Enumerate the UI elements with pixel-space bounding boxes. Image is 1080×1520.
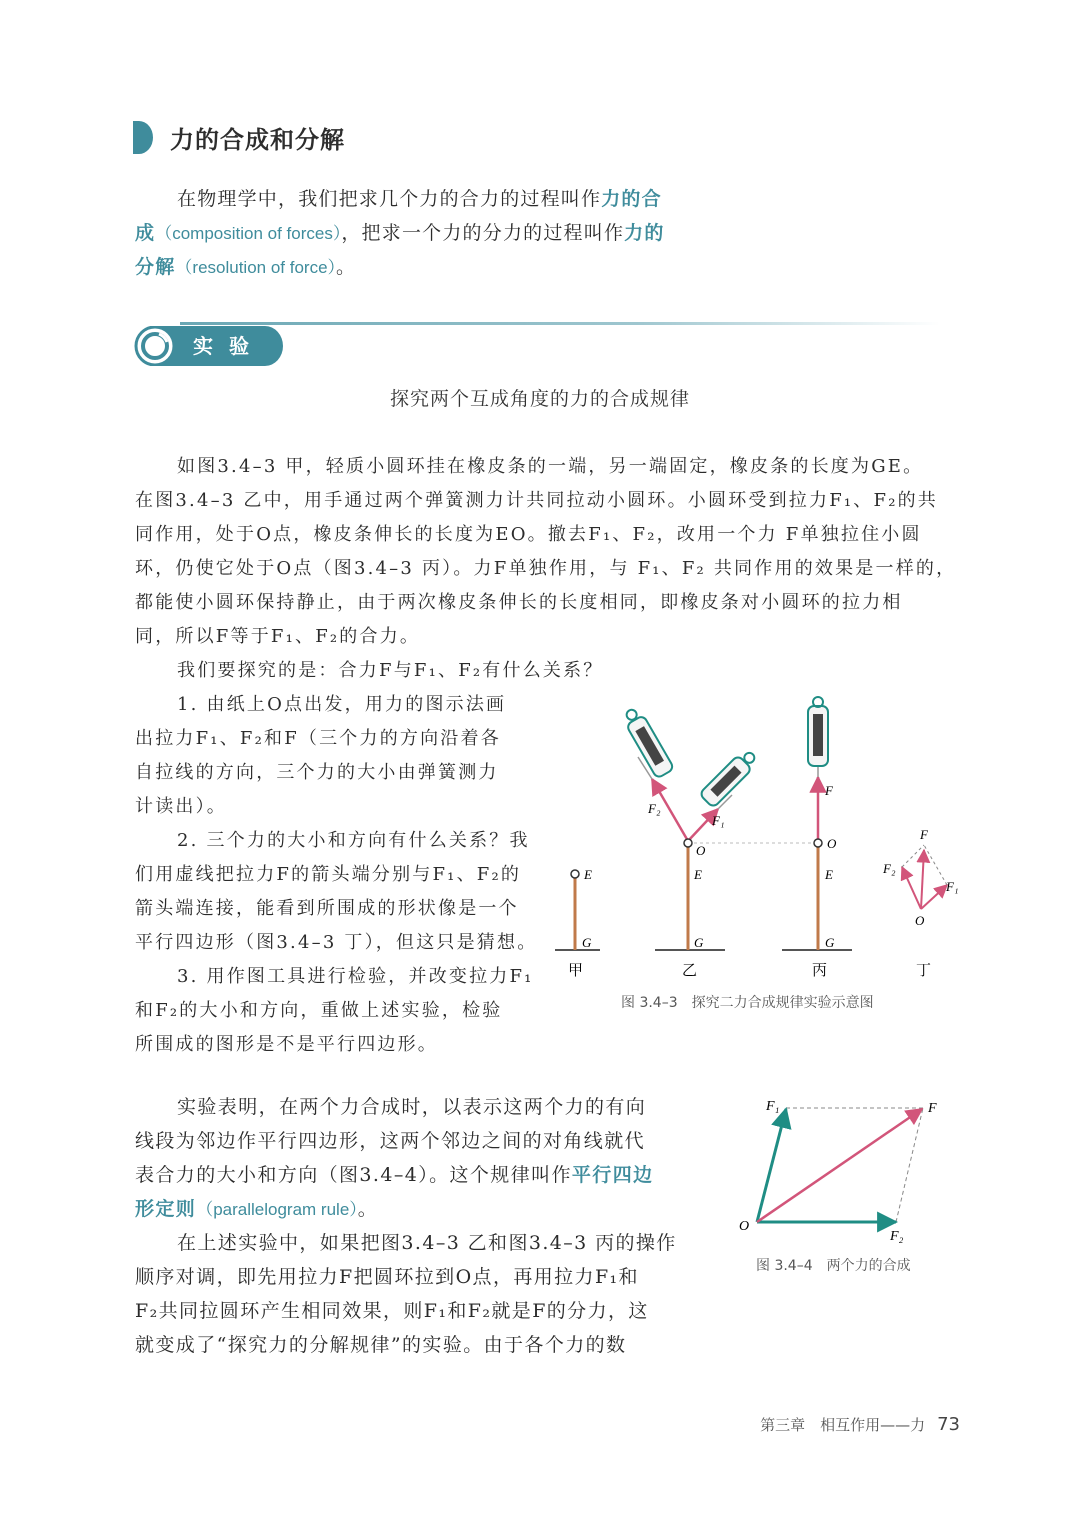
exp-line-6: 同，所以F等于F₁、F₂的合力。 — [135, 626, 421, 647]
exp-line-1: 如图3.4–3 甲，轻质小圆环挂在橡皮条的一端，另一端固定，橡皮条的长度为GE。 — [177, 456, 924, 477]
step-line-6: 们用虚线把拉力F的箭头端分别与F₁、F₂的 — [135, 864, 522, 885]
label-F1-yi: F₁ — [712, 813, 725, 828]
label-E-bing: E — [825, 867, 833, 882]
result-line-4-end: 。 — [357, 1198, 379, 1220]
step-line-3: 自拉线的方向，三个力的大小由弹簧测力 — [135, 762, 499, 783]
step-line-9: 3. 用作图工具进行检验，并改变拉力F₁ — [177, 966, 534, 987]
term-parallelogram: 平行四边 — [571, 1164, 654, 1186]
label-E-jia: E — [584, 867, 592, 882]
figure-3-4-4-caption: 图 3.4–4 两个力的合成 — [756, 1258, 911, 1274]
label-F2-yi: F₂ — [648, 801, 661, 816]
intro-paragraph — [135, 182, 665, 284]
term-resolution-en: （resolution of force） — [175, 258, 337, 277]
result-line-3: 表合力的大小和方向（图3.4–4）。这个规律叫作 — [135, 1164, 572, 1186]
intro-text-3: 。 — [336, 256, 357, 278]
step-line-4: 计读出）。 — [135, 796, 227, 817]
term-composition-en: （composition of forces） — [155, 224, 342, 243]
panel-bing — [782, 697, 852, 950]
result-line-1: 实验表明，在两个力合成时，以表示这两个力的有向 — [177, 1096, 647, 1118]
label-G-bing: G — [825, 935, 835, 950]
panel-label-bing: 丙 — [812, 963, 828, 979]
figure-3-4-4 — [730, 1090, 960, 1250]
spring-scale-center-icon — [808, 697, 828, 766]
term-resolution: 力的 — [624, 222, 665, 244]
figure-3-4-3 — [550, 695, 970, 990]
panel-label-ding: 丁 — [916, 963, 932, 979]
after-line-1: 在上述实验中，如果把图3.4–3 乙和图3.4–3 丙的操作 — [177, 1232, 677, 1254]
after-line-4: 就变成了“探究力的分解规律”的实验。由于各个力的数 — [135, 1334, 627, 1356]
term-composition-end: 成 — [135, 222, 156, 244]
label-F-fig4: F — [928, 1101, 937, 1116]
label-G-yi: G — [694, 935, 704, 950]
label-E-yi: E — [694, 867, 702, 882]
step-line-7: 箭头端连接，能看到所围成的形状像是一个 — [135, 898, 519, 919]
panel-label-yi: 乙 — [682, 963, 698, 979]
panel-jia — [555, 867, 600, 950]
label-F2-ding: F₂ — [883, 861, 896, 876]
step-line-1: 1. 由纸上O点出发，用力的图示法画 — [177, 694, 507, 715]
label-F1-ding: F₁ — [946, 879, 959, 894]
exp-line-4: 环，仍使它处于O点（图3.4–3 丙）。力F单独作用，与 F₁、F₂ 共同作用的效果是一样的， — [135, 558, 957, 579]
label-F1-fig4: F₁ — [766, 1099, 780, 1114]
label-F-ding: F — [920, 827, 928, 842]
label-O-ding: O — [915, 913, 925, 928]
label-F2-fig4: F₂ — [890, 1229, 904, 1244]
page-number: 73 — [937, 1414, 960, 1435]
chapter-label: 第三章 相互作用——力 — [760, 1416, 926, 1434]
step-line-2: 出拉力F₁、F₂和F（三个力的方向沿着各 — [135, 728, 501, 749]
panel-yi — [621, 705, 816, 950]
intro-text-2: ，把求一个力的分力的过程叫作 — [341, 222, 625, 244]
figure-3-4-3-caption: 图 3.4–3 探究二力合成规律实验示意图 — [621, 995, 874, 1011]
label-G-jia: G — [582, 935, 592, 950]
step-line-5: 2. 三个力的大小和方向有什么关系？我 — [177, 830, 530, 851]
label-O-yi: O — [696, 843, 706, 858]
spring-scale-right-icon — [699, 747, 760, 808]
label-O-bing: O — [827, 836, 837, 851]
step-line-10: 和F₂的大小和方向，重做上述实验，检验 — [135, 1000, 503, 1021]
experiment-title: 探究两个互成角度的力的合成规律 — [389, 388, 690, 410]
after-line-3: F₂共同拉圆环产生相同效果，则F₁和F₂就是F的分力，这 — [135, 1300, 649, 1322]
experiment-steps — [135, 688, 537, 1062]
term-parallelogram-end: 形定则 — [135, 1198, 197, 1220]
intro-text-1: 在物理学中，我们把求几个力的合力的过程叫作 — [177, 188, 602, 210]
section-title: 力的合成和分解 — [170, 126, 345, 154]
result-paragraph — [135, 1090, 677, 1362]
step-line-8: 平行四边形（图3.4–3 丁），但这只是猜想。 — [135, 932, 538, 953]
label-F-bing: F — [825, 783, 833, 798]
term-resolution-end: 分解 — [135, 256, 176, 278]
after-line-2: 顺序对调，即先用拉力F把圆环拉到O点，再用拉力F₁和 — [135, 1266, 639, 1288]
section-marker-icon — [133, 121, 153, 154]
spring-scale-left-icon — [621, 705, 675, 778]
experiment-divider — [180, 322, 940, 325]
exp-line-5: 都能使小圆环保持静止，由于两次橡皮条伸长的长度相同，即橡皮条对小圆环的拉力相 — [135, 592, 903, 613]
exp-line-2: 在图3.4–3 乙中，用手通过两个弹簧测力计共同拉动小圆环。小圆环受到拉力F₁、F₂的共 — [135, 490, 939, 511]
panel-ding — [882, 827, 958, 928]
result-line-2: 线段为邻边作平行四边形，这两个邻边之间的对角线就代 — [135, 1130, 646, 1152]
term-parallelogram-en: （parallelogram rule） — [196, 1200, 358, 1219]
exp-question: 我们要探究的是：合力F与F₁、F₂有什么关系？ — [177, 660, 604, 681]
panel-label-jia: 甲 — [568, 963, 584, 979]
step-line-11: 所围成的图形是不是平行四边形。 — [135, 1034, 438, 1055]
term-composition: 力的合 — [601, 188, 662, 210]
experiment-paragraph — [135, 450, 956, 688]
experiment-badge-label: 实验 — [193, 334, 265, 358]
page-footer — [760, 1414, 960, 1435]
exp-line-3: 同作用，处于O点，橡皮条伸长的长度为EO。撤去F₁、F₂，改用一个力 F单独拉住小圆 — [135, 524, 922, 545]
label-O-fig4: O — [739, 1219, 750, 1234]
